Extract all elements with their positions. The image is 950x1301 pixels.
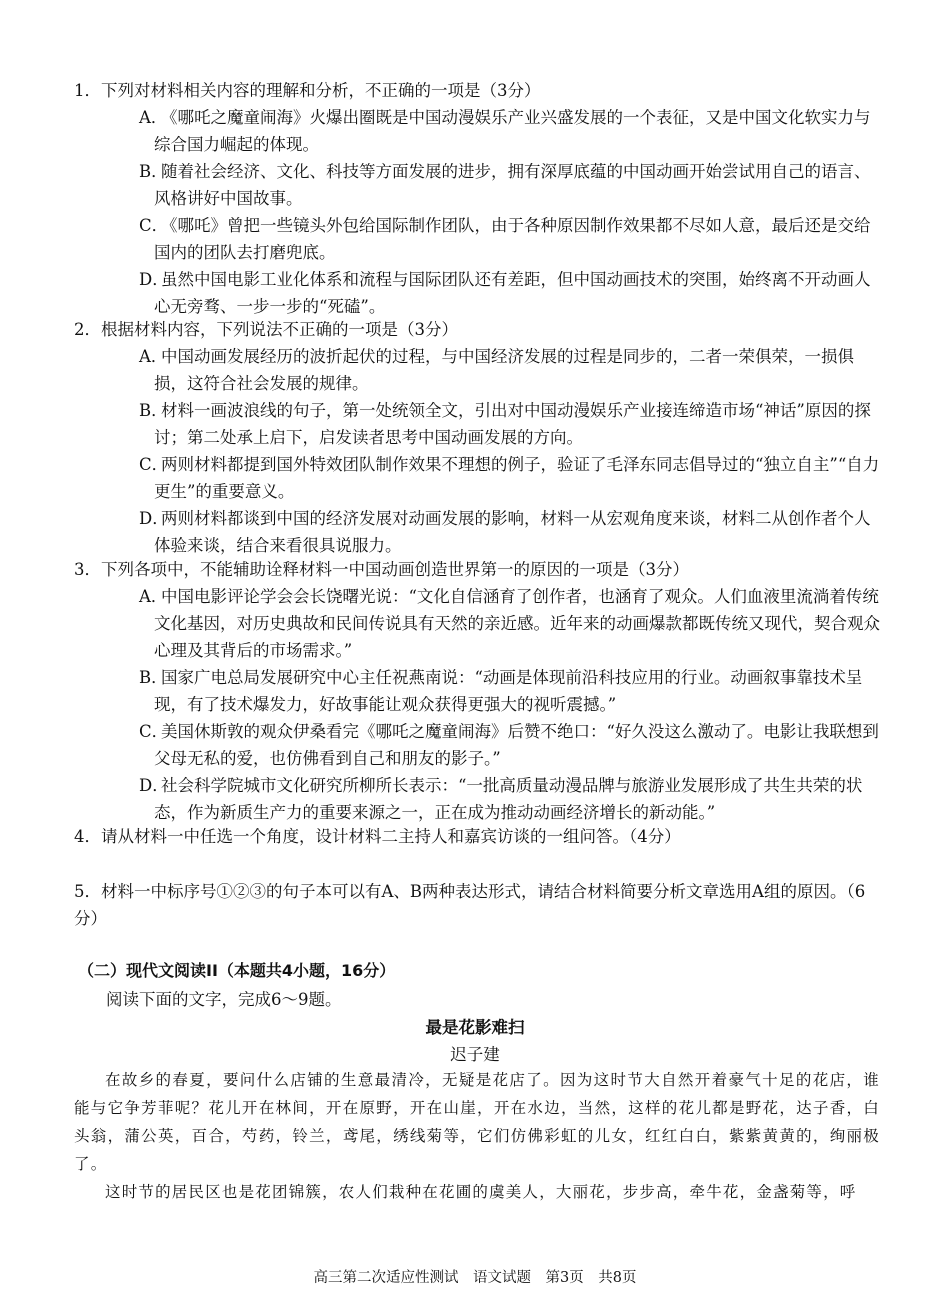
option-b: B．材料一画波浪线的句子，第一处统领全文，引出对中国动漫娱乐产业接连缔造市场“神话”原因的探讨；第二处承上启下，启发读者思考中国动画发展的方向。 (139, 401, 871, 447)
option-a: A．《哪吒之魔童闹海》火爆出圈既是中国动漫娱乐产业兴盛发展的一个表征，又是中国文化软实力与综合国力崛起的体现。 (139, 108, 871, 154)
page-footer: 高三第二次适应性测试 语文试题 第3页 共8页 (313, 1270, 637, 1286)
question-1 (74, 77, 880, 320)
option-c: C．美国休斯敦的观众伊桑看完《哪吒之魔童闹海》后赞不绝口：“好久没这么激动了。电影让我联想到父母无私的爱，也仿佛看到自己和朋友的影子。” (139, 722, 879, 768)
option-a: A．中国动画发展经历的波折起伏的过程，与中国经济发展的过程是同步的，二者一荣俱荣，一损俱损，这符合社会发展的规律。 (139, 347, 854, 393)
question-3 (74, 556, 880, 826)
question-stem: 5．材料一中标序号①②③的句子本可以有A、B两种表达形式，请结合材料简要分析文章选用A组的原因。（6分） (74, 882, 866, 928)
article-title: 最是花影难扫 (425, 1018, 525, 1037)
question-4 (74, 823, 880, 850)
option-a: A．中国电影评论学会会长饶曙光说：“文化自信涵育了创作者，也涵育了观众。人们血液里流淌着传统文化基因，对历史典故和民间传说具有天然的亲近感。近年来的动画爆款都既传统又现代，契合观众心理及其背后的市场需求。” (139, 587, 880, 660)
question-5 (74, 878, 880, 932)
option-b: B．国家广电总局发展研究中心主任祝燕南说：“动画是体现前沿科技应用的行业。动画叙事靠技术呈现，有了技术爆发力，好故事能让观众获得更强大的视听震撼。” (139, 668, 863, 714)
option-d: D．社会科学院城市文化研究所柳所长表示：“一批高质量动漫品牌与旅游业发展形成了共生共荣的状态，作为新质生产力的重要来源之一，正在成为推动动画经济增长的新动能。” (139, 776, 863, 822)
section-title: （二）现代文阅读II（本题共4小题，16分） (78, 961, 396, 980)
option-d: D．虽然中国电影工业化体系和流程与国际团队还有差距，但中国动画技术的突围，始终离不开动画人心无旁骛、一步一步的“死磕”。 (139, 270, 871, 316)
article-paragraph: 这时节的居民区也是花团锦簇，农人们栽种在花圃的虞美人，大丽花，步步高，牵牛花，金盏菊等，呼 (105, 1183, 857, 1201)
question-stem: 2．根据材料内容，下列说法不正确的一项是（3分） (74, 320, 458, 339)
question-stem: 4．请从材料一中任选一个角度，设计材料二主持人和嘉宾访谈的一组问答。（4分） (74, 827, 681, 846)
option-b: B．随着社会经济、文化、科技等方面发展的进步，拥有深厚底蕴的中国动画开始尝试用自己的语言、风格讲好中国故事。 (139, 162, 871, 208)
article-paragraph: 在故乡的春夏，要问什么店铺的生意最清冷，无疑是花店了。因为这时节大自然开着豪气十足的花店，谁能与它争芳菲呢？花儿开在林间，开在原野，开在山崖，开在水边，当然，这样的花儿都是野花，达子香，白头翁，蒲公英，百合，芍药，铃兰，鸢尾，绣线菊等，它们仿佛彩虹的儿女，红红白白，紫紫黄黄的，绚丽极了。 (74, 1071, 880, 1173)
option-d: D．两则材料都谈到中国的经济发展对动画发展的影响，材料一从宏观角度来谈，材料二从创作者个人体验来谈，结合来看很具说服力。 (139, 509, 871, 555)
section-instruction: 阅读下面的文字，完成6～9题。 (106, 990, 342, 1009)
article-body (74, 1066, 880, 1206)
question-2 (74, 316, 880, 559)
option-c: C．《哪吒》曾把一些镜头外包给国际制作团队，由于各种原因制作效果都不尽如人意，最后还是交给国内的团队去打磨兜底。 (139, 216, 871, 262)
question-stem: 1．下列对材料相关内容的理解和分析，不正确的一项是（3分） (74, 81, 541, 100)
article-author: 迟子建 (450, 1045, 500, 1064)
question-stem: 3．下列各项中，不能辅助诠释材料一中国动画创造世界第一的原因的一项是（3分） (74, 560, 689, 579)
option-c: C．两则材料都提到国外特效团队制作效果不理想的例子，验证了毛泽东同志倡导过的“独立自主”“自力更生”的重要意义。 (139, 455, 880, 501)
